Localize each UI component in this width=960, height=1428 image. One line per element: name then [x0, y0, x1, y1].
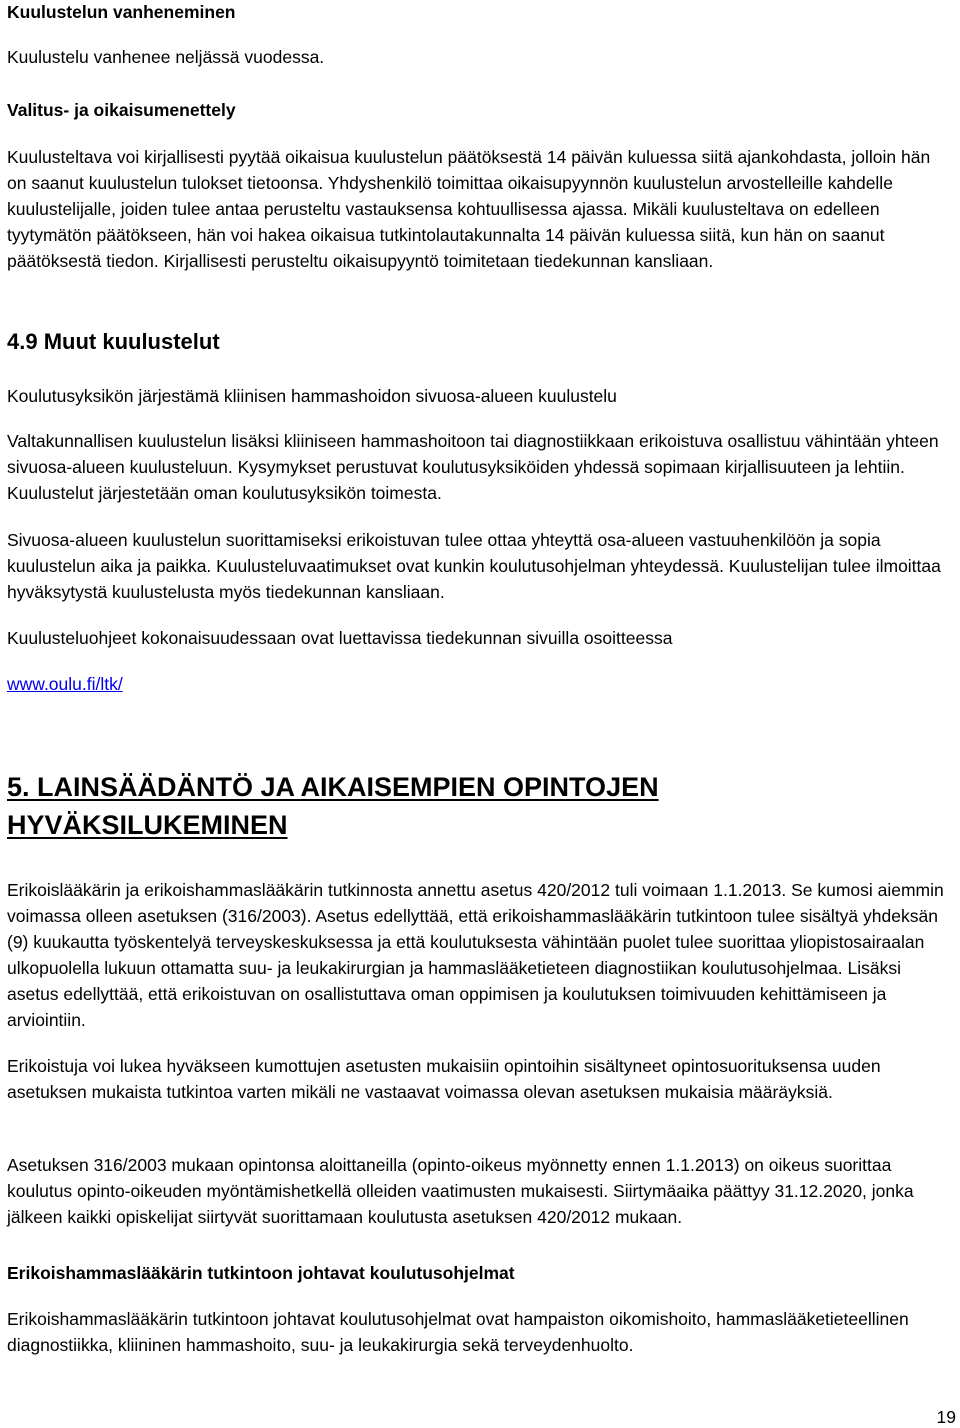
paragraph-vanheneminen: Kuulustelu vanhenee neljässä vuodessa.: [7, 47, 325, 67]
page-number: 19: [936, 1407, 956, 1427]
paragraph-ch5-4: Erikoishammaslääkärin tutkintoon johtavat koulutusohjelmat ovat hampaiston oikomishoito, hammaslääketieteellinen diagnostiikka, kliininen hammashoito, suu- ja leukakirurgia sekä terveydenhuolto.: [7, 1309, 909, 1355]
paragraph-muut-3: Sivuosa-alueen kuulustelun suorittamiseksi erikoistuvan tulee ottaa yhteyttä osa-alueen vastuuhenkilöön ja sopia kuulustelun aika ja paikka. Kuulusteluvaatimukset ovat kunkin koulutusohjelman yhteydessä. Kuulustelijan tulee ilmoittaa hyväksytystä kuulustelusta myös tiedekunnan kansliaan.: [7, 530, 941, 602]
paragraph-muut-1: Koulutusyksikön järjestämä kliinisen hammashoidon sivuosa-alueen kuulustelu: [7, 386, 617, 406]
chapter-5-heading-line-1: 5. LAINSÄÄDÄNTÖ JA AIKAISEMPIEN OPINTOJEN: [7, 772, 659, 802]
paragraph-ch5-1: Erikoislääkärin ja erikoishammaslääkärin tutkinnosta annettu asetus 420/2012 tuli voimaan 1.1.2013. Se kumosi aiemmin voimassa olleen asetuksen (316/2003). Asetus edellyttää, että erikoishammaslääkärin tutkintoon tulee sisältyä yhdeksän (9) kuukautta työskentelyä terveyskeskuksessa ja että koulutuksesta vähintään puolet tulee suorittaa yliopistosairaalan ulkopuolella lukuun ottamatta suu- ja leukakirurgian ja hammaslääketieteen diagnostiikan koulutusohjelmaa. Lisäksi asetus edellyttää, että erikoistuvan on osallistuttava oman oppimisen ja koulutuksen toimivuuden kehittämiseen ja arviointiin.: [7, 880, 944, 1030]
paragraph-valitus: Kuulusteltava voi kirjallisesti pyytää oikaisua kuulustelun päätöksestä 14 päivän kuluessa siitä ajankohdasta, jolloin hän on saanut kuulustelun tulokset tietoonsa. Yhdyshenkilö toimittaa oikaisupyynnön kuulustelun arvostelleille kahdelle kuulustelijalle, joiden tulee antaa perusteltu vastauksensa kohtuullisessa ajassa. Mikäli kuulusteltava on edelleen tyytymätön päätökseen, hän voi hakea oikaisua tutkintolautakunnalta 14 päivän kuluessa siitä, kun hän on saanut päätöksestä tiedon. Kirjallisesti perusteltu oikaisupyyntö toimitetaan tiedekunnan kansliaan.: [7, 147, 931, 271]
heading-muut-kuulustelut: 4.9 Muut kuulustelut: [7, 329, 220, 354]
paragraph-ch5-2: Erikoistuja voi lukea hyväkseen kumottujen asetusten mukaisiin opintoihin sisältyneet opintosuorituksensa uuden asetuksen mukaista tutkintoa varten mikäli ne vastaavat voimassa olevan asetuksen mukaisia määräyksiä.: [7, 1056, 881, 1102]
faculty-link[interactable]: www.oulu.fi/ltk/: [7, 674, 123, 694]
heading-koulutusohjelmat: Erikoishammaslääkärin tutkintoon johtavat koulutusohjelmat: [7, 1263, 515, 1283]
paragraph-muut-2: Valtakunnallisen kuulustelun lisäksi kliiniseen hammashoitoon tai diagnostiikkaan erikoistuva osallistuu vähintään yhteen sivuosa-alueen kuulusteluun. Kysymykset perustuvat koulutusyksiköiden yhdessä sopimaan kirjallisuuteen ja lehtiin. Kuulustelut järjestetään oman koulutusyksikön toimesta.: [7, 431, 939, 503]
chapter-5-heading-line-2: HYVÄKSILUKEMINEN: [7, 810, 288, 840]
chapter-5-heading: [7, 768, 947, 844]
heading-kuulustelun-vanheneminen: Kuulustelun vanheneminen: [7, 2, 236, 22]
paragraph-ch5-3: Asetuksen 316/2003 mukaan opintonsa aloittaneilla (opinto-oikeus myönnetty ennen 1.1.2013) on oikeus suorittaa koulutus opinto-oikeuden myöntämishetkellä olleiden vaatimusten mukaisesti. Siirtymäaika päättyy 31.12.2020, jonka jälkeen kaikki opiskelijat siirtyvät suorittamaan koulutusta asetuksen 420/2012 mukaan.: [7, 1155, 914, 1227]
heading-valitus: Valitus- ja oikaisumenettely: [7, 100, 236, 120]
paragraph-muut-4: Kuulusteluohjeet kokonaisuudessaan ovat luettavissa tiedekunnan sivuilla osoitteessa: [7, 628, 673, 648]
